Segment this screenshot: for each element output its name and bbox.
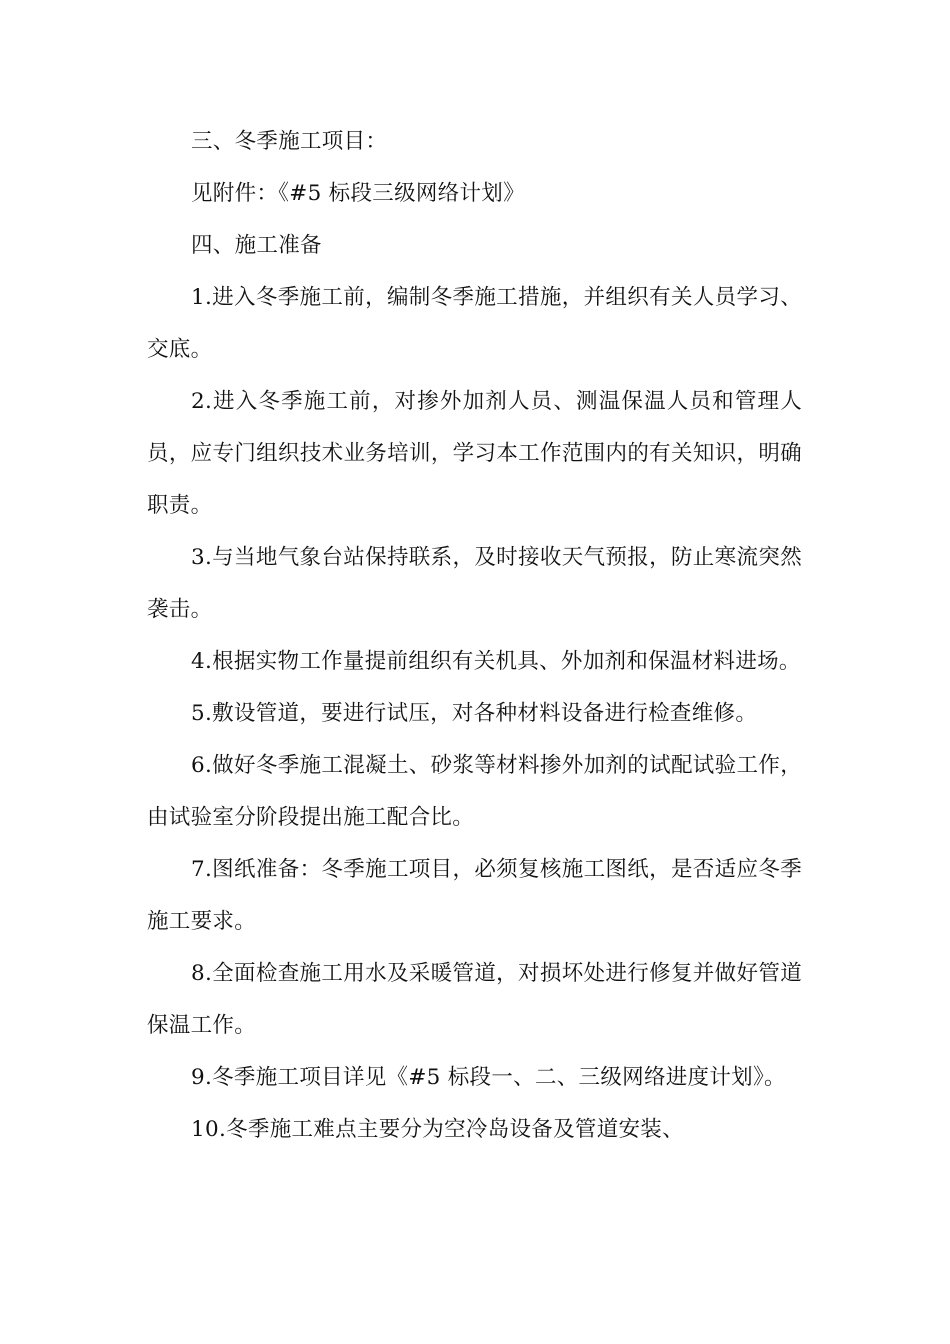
list-item-1: 1.进入冬季施工前，编制冬季施工措施，并组织有关人员学习、交底。 bbox=[147, 285, 802, 362]
list-item-5: 5.敷设管道，要进行试压，对各种材料设备进行检查维修。 bbox=[191, 701, 758, 726]
list-item-3: 3.与当地气象台站保持联系，及时接收天气预报，防止寒流突然袭击。 bbox=[147, 545, 802, 622]
list-item-4: 4.根据实物工作量提前组织有关机具、外加剂和保温材料进场。 bbox=[191, 649, 801, 674]
list-item-8: 8.全面检查施工用水及采暖管道，对损坏处进行修复并做好管道保温工作。 bbox=[147, 961, 802, 1038]
list-item-7: 7.图纸准备：冬季施工项目，必须复核施工图纸，是否适应冬季施工要求。 bbox=[147, 857, 802, 934]
list-item-10: 10.冬季施工难点主要分为空冷岛设备及管道安装、 bbox=[191, 1117, 684, 1142]
section-heading-winter-projects: 三、冬季施工项目： bbox=[191, 129, 388, 154]
list-item-6: 6.做好冬季施工混凝土、砂浆等材料掺外加剂的试配试验工作，由试验室分阶段提出施工配合比。 bbox=[147, 753, 802, 830]
list-item-9: 9.冬季施工项目详见《#5 标段一、二、三级网络进度计划》。 bbox=[191, 1065, 786, 1090]
list-item-2: 2.进入冬季施工前，对掺外加剂人员、测温保温人员和管理人员，应专门组织技术业务培训，学习本工作范围内的有关知识，明确职责。 bbox=[147, 389, 802, 518]
document-body bbox=[147, 116, 802, 1156]
attachment-reference: 见附件：《#5 标段三级网络计划》 bbox=[191, 181, 525, 206]
section-heading-preparation: 四、施工准备 bbox=[191, 233, 322, 258]
